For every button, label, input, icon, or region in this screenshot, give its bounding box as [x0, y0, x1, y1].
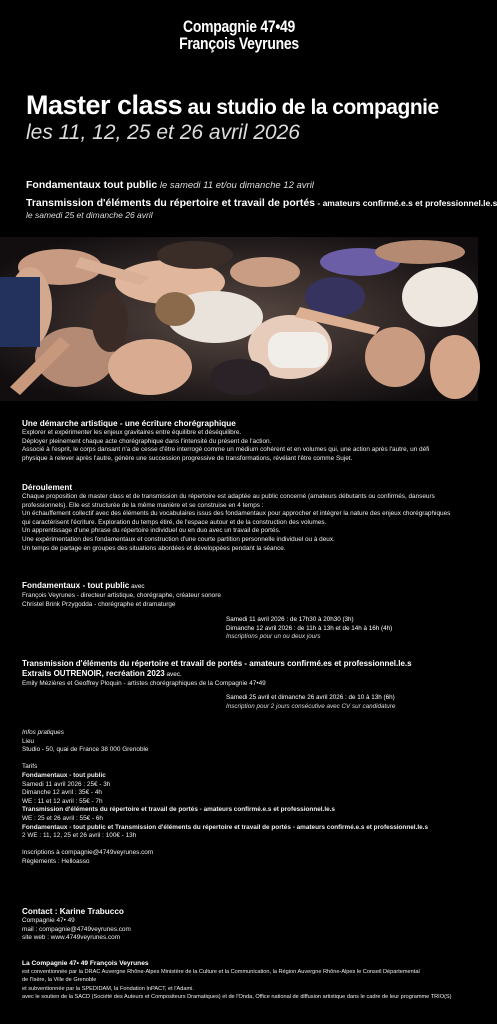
deroulement-line: Un temps de partage en groupes des situations abordées et développées pendant la séance. — [22, 544, 286, 552]
page-title — [26, 90, 439, 121]
tarif-1-line: WE : 11 et 12 avril : 55€ - 7h — [22, 797, 103, 805]
intro-transmission-public: - amateurs confirmé.e.s et professionnel.le.s — [315, 198, 497, 208]
title-main: Master class — [26, 90, 183, 120]
footer-title: La Compagnie 47• 49 François Veyrunes — [22, 960, 149, 967]
page-dates: les 11, 12, 25 et 26 avril 2026 — [26, 121, 300, 144]
fondamentaux-schedule — [226, 616, 392, 642]
demarche-line: Explorer et expérimenter les enjeux gravitaires entre équilibre et déséquilibre. — [22, 429, 242, 436]
inscriptions-line: Inscriptions à compagnie@4749veyrunes.com — [22, 849, 154, 857]
deroulement-line: Un apprentissage d'une phrase du répertoire individuel ou en duo avec un travail de portés. — [22, 527, 281, 535]
tarif-2-title: Transmission d'éléments du répertoire et travail de portés - amateurs confirmé.e.s et professionnel.le.s — [22, 806, 335, 814]
fondamentaux-person: Christel Brink Przygodda - chorégraphe et dramaturge — [22, 600, 176, 608]
logo-line2: François Veyrunes — [179, 34, 299, 53]
section-contact — [22, 906, 460, 943]
transmission-people: Emily Mézières et Geoffrey Ploquin - artistes chorégraphiques de la Compagnie 47•49 — [22, 680, 266, 687]
contact-mail[interactable]: mail : compagnie@4749veyrunes.com — [22, 925, 131, 933]
transmission-schedule-line: Samedi 25 avril et dimanche 26 avril 2026 : de 10 à 13h (6h) — [226, 694, 395, 701]
section-transmission — [22, 659, 460, 689]
lieu-address: Studio - 50, quai de France 38 000 Grenoble — [22, 746, 149, 754]
deroulement-title: Déroulement — [22, 483, 73, 492]
demarche-line: Associé à l'esprit, le corps dansant n'a de cesse d'être interrogé comme un médium cohérent et en volumes qui, une action après l'autre, un défi — [22, 446, 430, 454]
tarif-3-line: 2 WE : 11, 12, 25 et 26 avril : 100€ - 13h — [22, 832, 137, 840]
intro-fondamentaux: Fondamentaux tout public — [26, 179, 158, 191]
contact-site[interactable]: site web : www.4749veyrunes.com — [22, 934, 121, 942]
deroulement-line: Un échauffement collectif avec des éléments du vocabulaires issus des fondamentaux pour approcher et intégrer la nature des enjeux chorégraphiques — [22, 510, 451, 518]
reglements-line: Règlements : Helloasso — [22, 857, 90, 865]
infos-title: Infos pratiques — [22, 729, 64, 736]
tarif-1-title: Fondamentaux - tout public — [22, 771, 106, 779]
deroulement-line: Chaque proposition de master class et de transmission du répertoire est adaptée au public concerné (amateurs débutants ou confirmés, danseurs — [22, 493, 435, 500]
demarche-line: Déployer pleinement chaque acte chorégraphique dans l'intensité du présent de l'action. — [22, 437, 272, 445]
transmission-subtitle-suffix: avec. — [164, 671, 182, 678]
footer-line: de l'Isère, la Ville de Grenoble — [22, 977, 97, 984]
demarche-line: physique à relever après l'autre, génère une succession progressive de transformations, révélant l'être comme Sujet. — [22, 454, 353, 462]
section-demarche — [22, 418, 460, 463]
fondamentaux-title: Fondamentaux - tout public — [22, 581, 130, 590]
demarche-title: Une démarche artistique - une écriture chorégraphique — [22, 419, 236, 428]
tarif-1-line: Samedi 11 avril 2026 : 25€ - 3h — [22, 780, 111, 788]
transmission-subtitle: Extraits OUTRENOIR, recréation 2023 — [22, 669, 165, 678]
deroulement-line: qui caractérisent l'écriture. Exploration du temps étiré, de l'espace autour et de la construction des volumes. — [22, 518, 327, 526]
logo-line1: Compagnie 47•49 — [183, 17, 295, 36]
footer-line: avec le soutien de la SACD (Société des Auteurs et Compositeurs Dramatiques) et de l'Onda, Office national de diffusion artistique dans le cadre de leur programme TRIO(S) — [22, 993, 452, 1000]
dancers-photo-illustration — [0, 237, 478, 401]
intro-fondamentaux-dates: le samedi 11 et/ou dimanche 12 avril — [157, 180, 314, 191]
contact-title: Contact : Karine Trabucco — [22, 907, 124, 916]
intro-line-2 — [26, 197, 497, 209]
section-fondamentaux — [22, 580, 460, 609]
deroulement-line: Une expérimentation des fondamentaux et construction d'une courte partition personnelle individuel ou à deux. — [22, 535, 335, 543]
transmission-note: Inscription pour 2 jours consécutive avec CV sur candidature — [226, 702, 396, 710]
contact-company: Compagnie 47• 49 — [22, 917, 75, 924]
fondamentaux-title-suffix: avec — [129, 583, 145, 590]
tarifs-label: Tarifs — [22, 763, 38, 771]
intro-line-1 — [26, 179, 314, 191]
lieu-label: Lieu — [22, 737, 35, 745]
title-rest: au studio de la compagnie — [182, 96, 439, 119]
section-deroulement — [22, 482, 460, 553]
intro-line-3 — [26, 210, 153, 220]
dancers-photo — [0, 237, 478, 401]
footer-line: et subventionnée par la SPEDIDAM, la Fondation InPACT, et l'Adami. — [22, 985, 194, 992]
footer-line: est conventionnée par la DRAC Auvergne Rhône-Alpes Ministère de la Culture et la Communication, la Région Auvergne Rhône-Alpes le Conseil Départemental — [22, 969, 420, 976]
tarif-3-title: Fondamentaux - tout public et Transmission d'éléments du répertoire et travail de portés - amateurs confirmé.e.s et professionnel.le.s — [22, 823, 429, 831]
company-logo — [43, 18, 435, 52]
transmission-schedule — [226, 694, 395, 711]
transmission-title: Transmission d'éléments du répertoire et travail de portés - amateurs confirmé.es et professionnel.le.s — [22, 659, 412, 668]
intro-transmission-dates: le samedi 25 et dimanche 26 avril — [26, 210, 153, 220]
fondamentaux-note: Inscriptions pour un ou deux jours — [226, 633, 321, 641]
section-infos-pratiques — [22, 729, 460, 867]
fondamentaux-schedule-line: Samedi 11 avril 2026 : de 17h30 à 20h30 (3h) — [226, 616, 354, 623]
intro-transmission: Transmission d'éléments du répertoire et travail de portés — [26, 197, 316, 209]
tarif-1-line: Dimanche 12 avril : 35€ - 4h — [22, 789, 102, 797]
fondamentaux-person: François Veyrunes - directeur artistique, chorégraphe, créateur sonore — [22, 592, 221, 599]
deroulement-line: professionnels). Elle est structurée de la même manière et se construise en 4 temps : — [22, 501, 264, 509]
section-footer — [22, 960, 460, 1001]
fondamentaux-schedule-line: Dimanche 12 avril 2026 : de 11h à 13h et de 14h à 16h (4h) — [226, 624, 393, 632]
tarif-2-line: WE : 25 et 26 avril : 55€ - 6h — [22, 814, 103, 822]
